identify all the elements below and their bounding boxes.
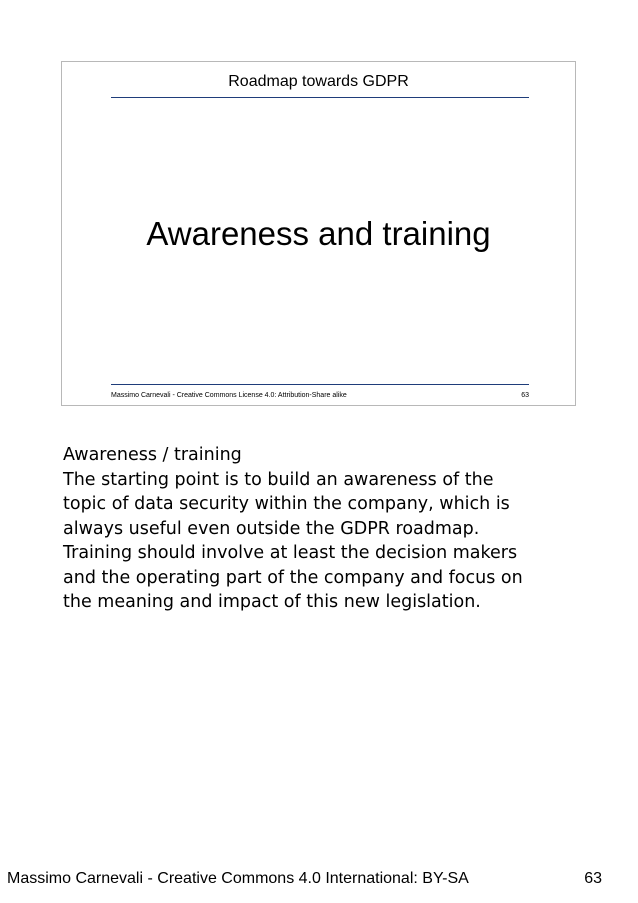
notes-line: Training should involve at least the decision makers	[63, 543, 518, 563]
page-number: 63	[584, 870, 602, 887]
page-footer: Massimo Carnevali - Creative Commons 4.0 International: BY-SA	[7, 870, 469, 887]
slide-footer-text: Massimo Carnevali - Creative Commons License 4.0: Attribution-Share alike	[111, 392, 347, 399]
notes-line: The starting point is to build an awareness of the	[63, 469, 494, 490]
slide-page-number: 63	[521, 392, 529, 399]
slide-footer-divider	[111, 384, 529, 385]
notes-line: and the operating part of the company and focus on	[63, 567, 523, 588]
notes-line: topic of data security within the company, which is	[63, 494, 510, 514]
slide-title: Roadmap towards GDPR	[228, 73, 409, 90]
notes-line: Awareness / training	[63, 445, 242, 465]
notes-line: always useful even outside the GDPR roadmap.	[63, 518, 480, 539]
notes-line: the meaning and impact of this new legislation.	[63, 592, 481, 612]
speaker-notes	[63, 443, 583, 615]
slide-heading: Awareness and training	[146, 215, 491, 252]
slide-title-divider	[111, 97, 529, 98]
slide-thumbnail	[61, 61, 576, 406]
